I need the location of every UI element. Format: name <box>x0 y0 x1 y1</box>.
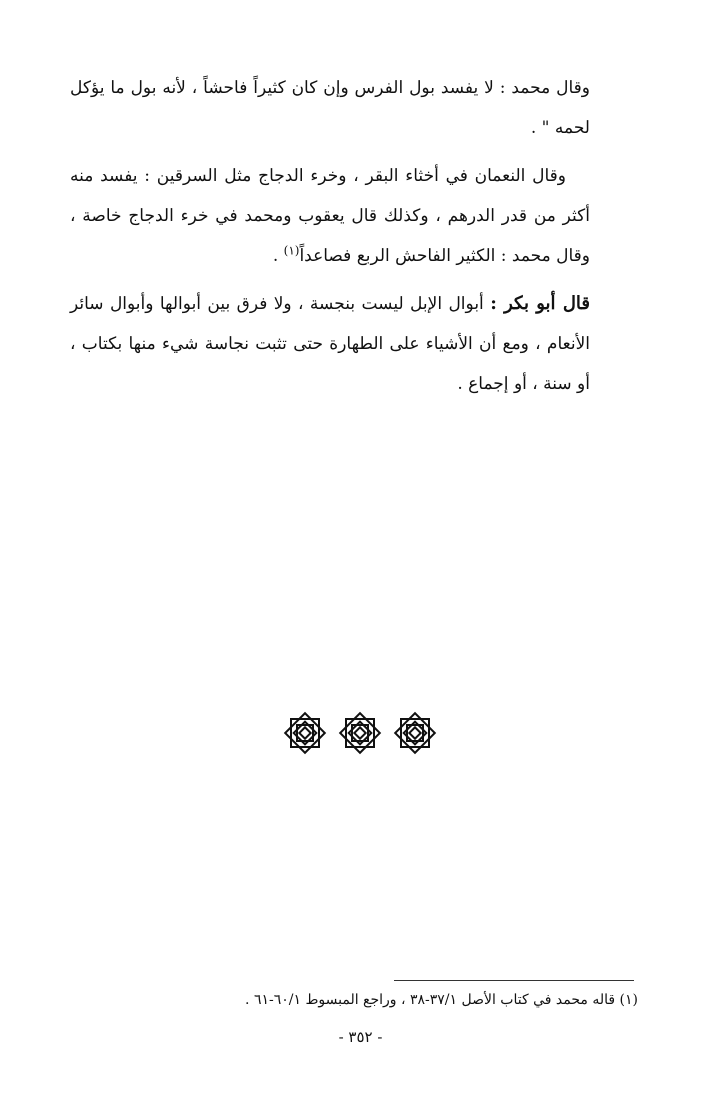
paragraph-abu-bakr <box>70 284 590 404</box>
paragraph-tail: . <box>272 246 284 266</box>
footnote <box>150 988 638 1012</box>
islamic-star-ornament-icon <box>392 710 438 756</box>
section-ornament <box>282 710 438 758</box>
paragraph-lead: قال أبو بكر : <box>490 293 590 314</box>
body-text <box>70 68 590 412</box>
paragraph-text: وقال النعمان في أخثاء البقر ، وخرء الدجاج مثل السرقين : يفسد منه أكثر من قدر الدرهم ، وكذلك قال يعقوب ومحمد في خرء الدجاج خاصة ، وقال محمد : الكثير الفاحش الربع فصاعداً <box>70 166 590 266</box>
islamic-star-ornament-icon <box>282 710 328 756</box>
footnote-marker: (١) <box>619 992 638 1008</box>
paragraph-muhammad-horse-urine <box>70 68 590 148</box>
footnote-text: قاله محمد في كتاب الأصل ٣٧/١-٣٨ ، وراجع المبسوط ٦٠/١-٦١ . <box>245 992 616 1008</box>
paragraph-text: أبوال الإبل ليست بنجسة ، ولا فرق بين أبوالها وأبوال سائر الأنعام ، ومع أن الأشياء على الطهارة حتى تثبت نجاسة شيء منها بكتاب ، أو سنة ، أو إجماع . <box>70 294 590 394</box>
footnote-reference: (١) <box>283 243 300 258</box>
page-number: - ٣٥٢ - <box>338 1028 383 1046</box>
islamic-star-ornament-icon <box>337 710 383 756</box>
paragraph-numan-dung <box>70 156 590 276</box>
footnote-separator <box>394 980 634 981</box>
paragraph-text: وقال محمد : لا يفسد بول الفرس وإن كان كثيراً فاحشاً ، لأنه بول ما يؤكل لحمه " . <box>70 78 590 138</box>
